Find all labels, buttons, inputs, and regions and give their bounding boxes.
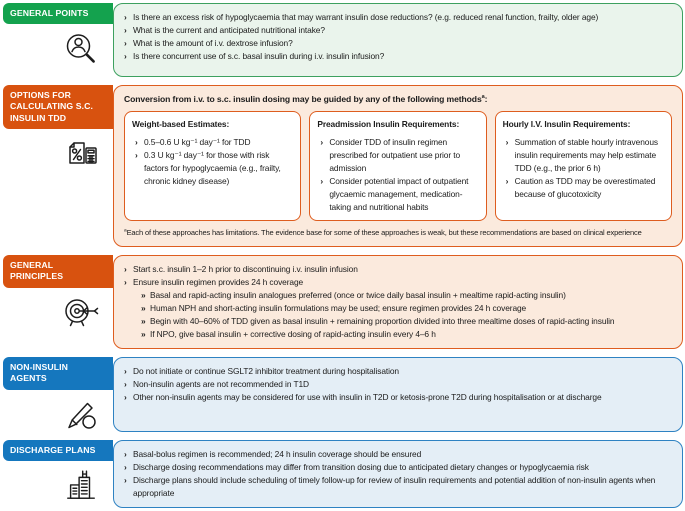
sub-bullet-marker: » bbox=[141, 303, 146, 314]
section-general-points bbox=[3, 3, 683, 77]
bullet-marker: › bbox=[124, 264, 127, 275]
list-item bbox=[124, 328, 672, 341]
hospital-building-icon bbox=[3, 461, 113, 501]
list-item bbox=[124, 448, 672, 461]
section-tab-discharge-plans: DISCHARGE PLANS bbox=[3, 440, 113, 461]
footnote-text: Each of these approaches has limitations. The evidence base for some of these approaches is weak, but these recommendations are based on clinical experience bbox=[126, 228, 642, 238]
bullet-text: Discharge dosing recommendations may differ from transition dosing due to anticipated dietary changes or hypoglycaemia risk bbox=[133, 461, 589, 472]
card-hourly-iv bbox=[495, 111, 672, 221]
list-item bbox=[317, 136, 478, 175]
section-tab-general-points: GENERAL POINTS bbox=[3, 3, 113, 24]
bullet-text: Other non-insulin agents may be considered for use with insulin in T2D or ketosis-prone T2D during hospitalisation or at discharge bbox=[133, 392, 602, 403]
section-box-general-points bbox=[113, 3, 683, 77]
list-item bbox=[503, 175, 664, 201]
percent-calculator-icon bbox=[3, 129, 113, 175]
bullet-text: Consider TDD of insulin regimen prescribed for outpatient use prior to admission bbox=[329, 137, 461, 174]
bullet-marker: › bbox=[124, 25, 127, 36]
bullet-marker: › bbox=[124, 392, 127, 403]
list-item bbox=[124, 461, 672, 474]
footnote bbox=[124, 227, 672, 239]
bullet-marker: › bbox=[124, 379, 127, 390]
bullet-marker: › bbox=[124, 12, 127, 22]
list-item bbox=[124, 50, 672, 63]
footnote-superscript: a bbox=[124, 228, 127, 234]
card-title: Preadmission Insulin Requirements: bbox=[317, 119, 460, 130]
section-tab-non-insulin-agents: NON-INSULIN AGENTS bbox=[3, 357, 113, 390]
section-box-non-insulin-agents bbox=[113, 357, 683, 432]
list-item bbox=[132, 149, 293, 188]
card-title: Weight-based Estimates: bbox=[132, 119, 230, 130]
bullet-text: If NPO, give basal insulin + corrective dosing of rapid-acting insulin every 4–6 h bbox=[150, 329, 436, 340]
bullet-text: Do not initiate or continue SGLT2 inhibitor treatment during hospitalisation bbox=[133, 366, 399, 377]
list-item bbox=[124, 474, 672, 500]
bullet-marker: › bbox=[505, 137, 509, 148]
bullet-text: Start s.c. insulin 1–2 h prior to discontinuing i.v. insulin infusion bbox=[133, 264, 358, 275]
section-header-column bbox=[3, 440, 113, 508]
bullet-text: 0.5–0.6 U kg⁻¹ day⁻¹ for TDD bbox=[144, 137, 251, 148]
bullet-marker: › bbox=[124, 366, 127, 377]
list-item bbox=[124, 37, 672, 50]
bullet-marker: › bbox=[320, 137, 324, 148]
bullet-text: Summation of stable hourly intravenous insulin requirements may help estimate TDD (e.g., the prior 6 h) bbox=[514, 137, 658, 174]
section-discharge-plans bbox=[3, 440, 683, 508]
section-tab-insulin-tdd-options: OPTIONS FOR CALCULATING S.C. INSULIN TDD bbox=[3, 85, 113, 129]
section-header-column bbox=[3, 85, 113, 247]
bullet-marker: › bbox=[124, 448, 127, 459]
sub-bullet-marker: » bbox=[141, 290, 146, 301]
section-general-principles bbox=[3, 255, 683, 349]
list-item bbox=[124, 391, 672, 404]
bullet-marker: › bbox=[135, 150, 138, 161]
bullet-text: What is the amount of i.v. dextrose infusion? bbox=[133, 38, 293, 49]
bullet-text: Is there concurrent use of s.c. basal insulin during i.v. insulin infusion? bbox=[133, 51, 385, 62]
sub-bullet-marker: » bbox=[141, 316, 146, 327]
card-preadmission bbox=[309, 111, 486, 221]
intro-superscript: a bbox=[481, 94, 485, 101]
intro-suffix: : bbox=[484, 94, 488, 104]
section-insulin-tdd-options bbox=[3, 85, 683, 247]
bullet-text: Ensure insulin regimen provides 24 h coverage bbox=[133, 277, 304, 288]
bullet-marker: › bbox=[135, 137, 138, 148]
bullet-text: Begin with 40–60% of TDD given as basal insulin + remaining proportion divided into three mealtime doses of rapid-acting insulin bbox=[150, 316, 615, 327]
person-magnifier-icon bbox=[3, 24, 113, 74]
bullet-text: Consider potential impact of outpatient glycaemic management, medication-taking and nutritional habits bbox=[329, 176, 469, 213]
section-box-discharge-plans bbox=[113, 440, 683, 508]
list-item bbox=[124, 365, 672, 378]
bullet-marker: › bbox=[505, 176, 509, 187]
list-item bbox=[132, 136, 293, 149]
section-box-insulin-tdd-options bbox=[113, 85, 683, 247]
bullet-text: Discharge plans should include scheduling of timely follow-up for review of insulin requirements and potential addition of non-insulin agents when appropriate bbox=[133, 474, 656, 498]
list-item bbox=[124, 378, 672, 391]
list-item bbox=[317, 175, 478, 214]
list-item bbox=[124, 302, 672, 315]
list-item bbox=[124, 24, 672, 37]
list-item bbox=[124, 289, 672, 302]
bullet-marker: › bbox=[124, 38, 127, 49]
bullet-text: Human NPH and short-acting insulin formulations may be used; ensure regimen provides 24 h coverage bbox=[150, 303, 527, 314]
card-weight-based bbox=[124, 111, 301, 221]
bullet-text: Basal and rapid-acting insulin analogues preferred (once or twice daily basal insulin + mealtime rapid-acting insulin) bbox=[150, 290, 566, 301]
method-cards bbox=[124, 111, 672, 221]
bullet-text: Caution as TDD may be overestimated because of glucotoxicity bbox=[514, 176, 656, 200]
list-item bbox=[503, 136, 664, 175]
list-item bbox=[124, 276, 672, 289]
bullet-marker: › bbox=[124, 461, 127, 472]
bullet-marker: › bbox=[320, 176, 324, 187]
pen-icon bbox=[3, 390, 113, 432]
conversion-intro-text bbox=[124, 93, 672, 106]
target-arrow-icon bbox=[3, 288, 113, 334]
section-tab-general-principles: GENERAL PRINCIPLES bbox=[3, 255, 113, 288]
intro-text: Conversion from i.v. to s.c. insulin dosing may be guided by any of the following methods bbox=[124, 94, 482, 104]
section-non-insulin-agents bbox=[3, 357, 683, 432]
bullet-text: 0.3 U kg⁻¹ day⁻¹ for those with risk factors for hypoglycaemia (e.g., frailty, chronic kidney disease) bbox=[144, 150, 281, 187]
bullet-marker: › bbox=[124, 51, 127, 62]
list-item bbox=[124, 315, 672, 328]
bullet-marker: › bbox=[124, 277, 127, 288]
bullet-text: Non-insulin agents are not recommended in T1D bbox=[133, 379, 309, 390]
bullet-text: Basal-bolus regimen is recommended; 24 h insulin coverage should be ensured bbox=[133, 448, 422, 459]
card-title: Hourly I.V. Insulin Requirements: bbox=[502, 119, 631, 130]
section-box-general-principles bbox=[113, 255, 683, 349]
sub-bullet-marker: » bbox=[141, 329, 146, 340]
list-item bbox=[124, 263, 672, 276]
list-item bbox=[124, 11, 672, 24]
section-header-column bbox=[3, 3, 113, 77]
bullet-marker: › bbox=[124, 474, 127, 485]
section-header-column bbox=[3, 255, 113, 349]
section-header-column bbox=[3, 357, 113, 432]
bullet-text: What is the current and anticipated nutritional intake? bbox=[133, 25, 325, 36]
bullet-text: Is there an excess risk of hypoglycaemia that may warrant insulin dose reductions? (e.g. reduced renal function, frailty, older age) bbox=[133, 12, 599, 22]
